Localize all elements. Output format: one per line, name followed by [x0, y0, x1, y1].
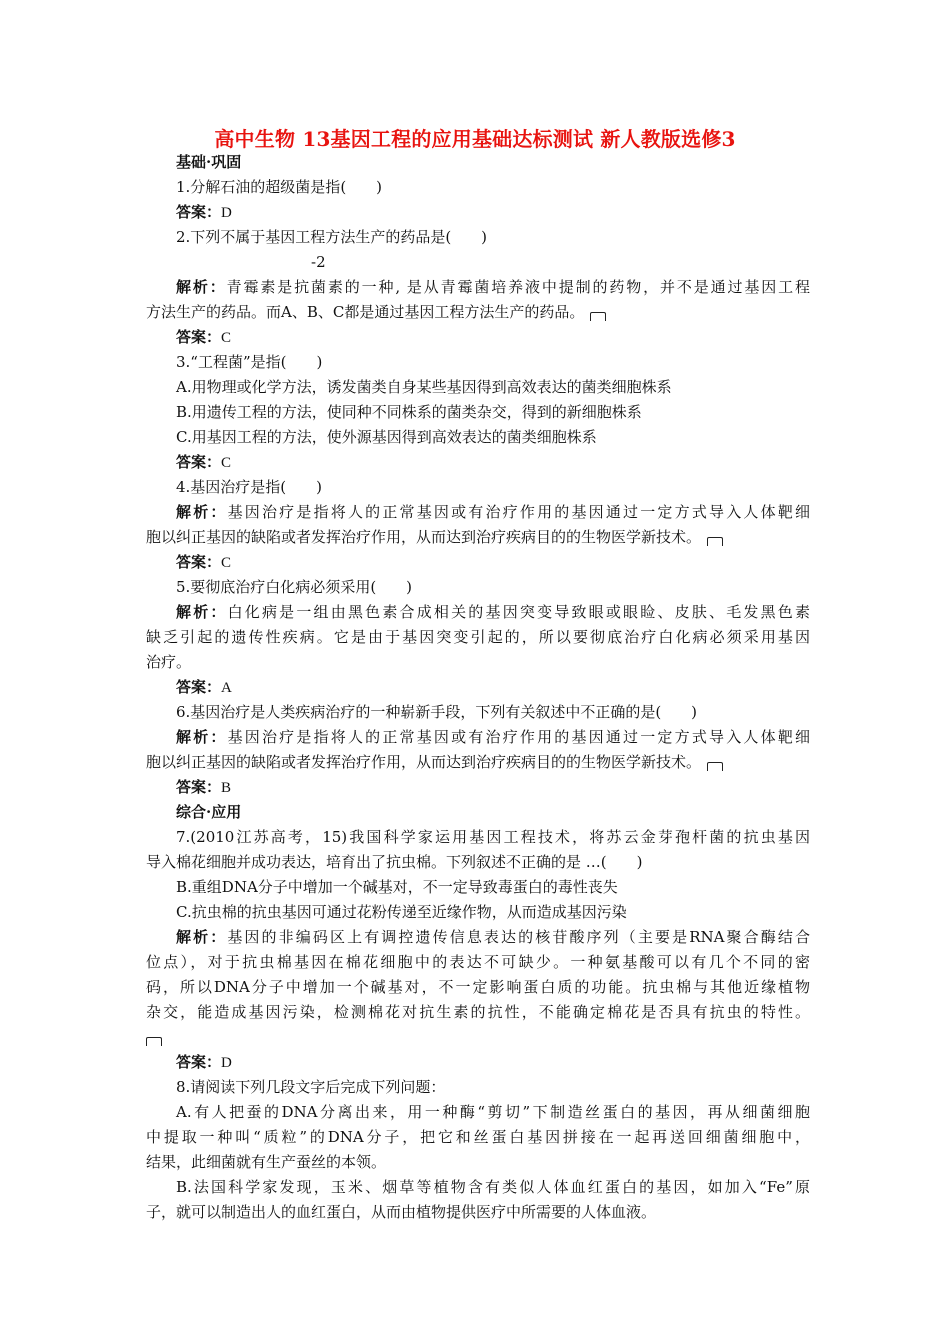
passage-line: A.有人把蚕的DNA分离出来，用一种酶“剪切”下制造丝蛋白的基因，再从细菌细胞 [176, 1103, 810, 1121]
passage-line: 中提取一种叫“质粒”的DNA分子，把它和丝蛋白基因拼接在一起再送回细菌细胞中， [146, 1128, 810, 1146]
question-2: 2.下列不属于基因工程方法生产的药品是( ) [176, 228, 488, 246]
question-3: 3.“工程菌”是指( ) [176, 353, 323, 371]
passage-line: 子，就可以制造出人的血红蛋白，从而由植物提供医疗中所需要的人体血液。 [146, 1203, 657, 1221]
answer-line: 答案：A [176, 678, 232, 696]
option-line: A.用物理或化学方法，诱发菌类自身某些基因得到高效表达的菌类细胞株系 [176, 378, 672, 396]
answer-line: 答案：D [176, 203, 232, 221]
analysis-line: 解析：基因治疗是指将人的正常基因或有治疗作用的基因通过一定方式导入人体靶细 [176, 728, 810, 746]
answer-line: 答案：C [176, 328, 232, 346]
annotation-mark-icon [707, 537, 723, 546]
analysis-line: 解析：白化病是一组由黑色素合成相关的基因突变导致眼或眼睑、皮肤、毛发黑色素 [176, 603, 810, 621]
question-1: 1.分解石油的超级菌是指( ) [176, 178, 383, 196]
analysis-line: 杂交，能造成基因污染，检测棉花对抗生素的抗性，不能确定棉花是否具有抗虫的特性。 [146, 1003, 810, 1021]
analysis-line: 码，所以DNA分子中增加一个碱基对，不一定影响蛋白质的功能。抗虫棉与其他近缘植物 [146, 978, 810, 996]
annotation-mark-icon [707, 762, 723, 771]
answer-line: 答案：C [176, 453, 232, 471]
analysis-line: 治疗。 [146, 653, 192, 671]
question-7: 导入棉花细胞并成功表达，培育出了抗虫棉。下列叙述不正确的是 …( ) [146, 853, 643, 871]
analysis-line: 胞以纠正基因的缺陷或者发挥治疗作用，从而达到治疗疾病目的的生物医学新技术。 [146, 750, 810, 775]
question-4: 4.基因治疗是指( ) [176, 478, 323, 496]
question-5: 5.要彻底治疗白化病必须采用( ) [176, 578, 413, 596]
stray-text: -2 [311, 253, 326, 271]
analysis-line: 胞以纠正基因的缺陷或者发挥治疗作用，从而达到治疗疾病目的的生物医学新技术。 [146, 525, 810, 550]
document-title: 高中生物 13基因工程的应用基础达标测试 新人教版选修3 [214, 127, 736, 151]
annotation-mark-icon [146, 1037, 162, 1046]
document-body [146, 150, 810, 1225]
option-line: C.用基因工程的方法，使外源基因得到高效表达的菌类细胞株系 [176, 428, 597, 446]
section-heading: 综合·应用 [176, 803, 242, 821]
analysis-line: 位点），对于抗虫棉基因在棉花细胞中的表达不可缺少。一种氨基酸可以有几个不同的密 [146, 953, 810, 971]
passage-line: 结果，此细菌就有生产蚕丝的本领。 [146, 1153, 387, 1171]
annotation-line [146, 1025, 810, 1050]
analysis-line: 方法生产的药品。而A、B、C都是通过基因工程方法生产的药品。 [146, 300, 810, 325]
question-8: 8.请阅读下列几段文字后完成下列问题： [176, 1078, 446, 1096]
annotation-mark-icon [590, 312, 606, 321]
analysis-line: 解析：基因治疗是指将人的正常基因或有治疗作用的基因通过一定方式导入人体靶细 [176, 503, 810, 521]
analysis-line: 缺乏引起的遗传性疾病。它是由于基因突变引起的，所以要彻底治疗白化病必须采用基因 [146, 628, 810, 646]
option-line: B.重组DNA分子中增加一个碱基对，不一定导致毒蛋白的毒性丧失 [176, 878, 618, 896]
answer-line: 答案：D [176, 1053, 232, 1071]
option-line: B.用遗传工程的方法，使同种不同株系的菌类杂交，得到的新细胞株系 [176, 403, 642, 421]
option-line: C.抗虫棉的抗虫基因可通过花粉传递至近缘作物，从而造成基因污染 [176, 903, 627, 921]
answer-line: 答案：B [176, 778, 232, 796]
section-heading: 基础·巩固 [176, 153, 242, 171]
passage-line: B.法国科学家发现，玉米、烟草等植物含有类似人体血红蛋白的基因，如加入“Fe”原 [176, 1178, 810, 1196]
question-7: 7.(2010江苏高考，15)我国科学家运用基因工程技术，将苏云金芽孢杆菌的抗虫基因 [176, 828, 810, 846]
answer-line: 答案：C [176, 553, 232, 571]
analysis-line: 解析：青霉素是抗菌素的一种, 是从青霉菌培养液中提制的药物，并不是通过基因工程 [176, 278, 810, 296]
question-6: 6.基因治疗是人类疾病治疗的一种崭新手段，下列有关叙述中不正确的是( ) [176, 703, 698, 721]
analysis-line: 解析：基因的非编码区上有调控遗传信息表达的核苷酸序列（主要是RNA聚合酶结合 [176, 928, 810, 946]
